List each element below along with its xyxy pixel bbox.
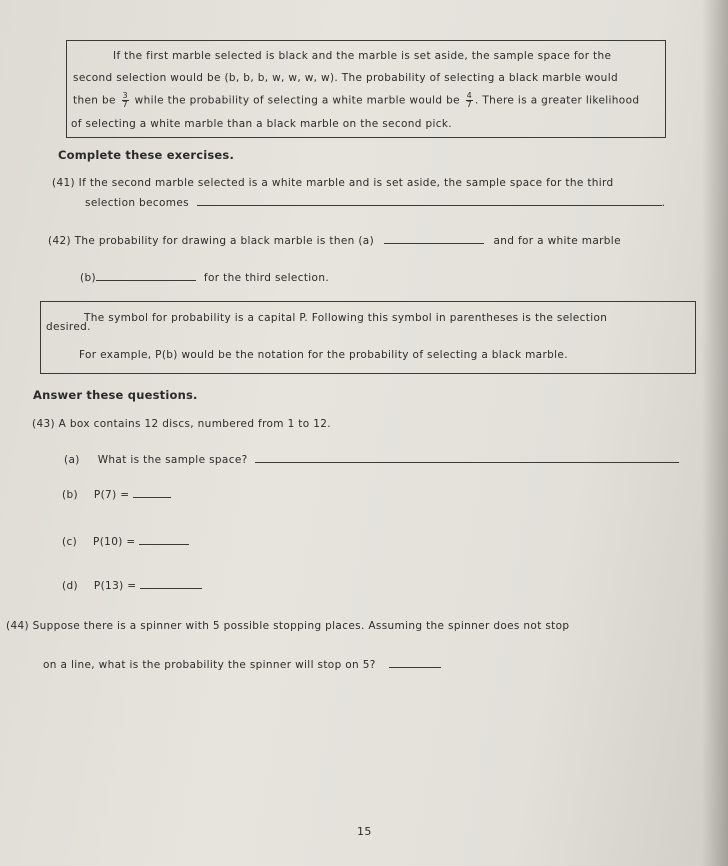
q43d-answer-blank[interactable] <box>140 588 202 589</box>
note-line-3: then be $\frac{3}{7}$ while the probability of selecting a white marble would be $\frac{4}{7}$ . There is a greater likelihood <box>73 91 640 109</box>
question-44-line-1: (44) Suppose there is a spinner with 5 possible stopping places. Assuming the spinner does not stop <box>6 620 570 632</box>
question-43: (43) A box contains 12 discs, numbered from 1 to 12. <box>32 418 331 430</box>
symbol-note-line-3: For example, P(b) would be the notation for the probability of selecting a black marble. <box>79 349 568 361</box>
question-43c: (c) P(10) = <box>62 536 189 548</box>
q41-answer-blank[interactable] <box>197 205 662 206</box>
section-heading-questions: Answer these questions. <box>33 388 198 402</box>
q43a-answer-blank[interactable] <box>255 462 679 463</box>
question-42-line-2: (b) for the third selection. <box>80 272 330 284</box>
question-41-line-2: selection becomes . <box>85 197 666 209</box>
question-43b: (b) P(7) = <box>62 489 171 501</box>
q42a-answer-blank[interactable] <box>384 243 484 244</box>
q44-answer-blank[interactable] <box>389 667 441 668</box>
fraction-white: $\frac{4}{7}$ <box>466 91 473 109</box>
question-42-line-1: (42) The probability for drawing a black marble is then (a) and for a white marble <box>48 235 621 247</box>
note-line-4: of selecting a white marble than a black marble on the second pick. <box>71 118 452 130</box>
question-41-line-1: (41) If the second marble selected is a white marble and is set aside, the sample space for the third <box>52 177 614 189</box>
question-43d: (d) P(13) = <box>62 580 202 592</box>
symbol-note-line-1: The symbol for probability is a capital P. Following this symbol in parentheses is the selection <box>84 312 608 324</box>
question-43a: (a) What is the sample space? <box>64 454 679 466</box>
question-44-line-2: on a line, what is the probability the spinner will stop on 5? <box>43 659 441 671</box>
q43c-answer-blank[interactable] <box>139 544 189 545</box>
page-shadow-edge <box>702 0 728 866</box>
page-number: 15 <box>357 825 372 838</box>
q43b-answer-blank[interactable] <box>133 497 171 498</box>
note-line-1: If the first marble selected is black and the marble is set aside, the sample space for the <box>113 50 612 62</box>
note-line-2: second selection would be (b, b, b, w, w, w, w). The probability of selecting a black marble would <box>73 72 618 84</box>
symbol-note-line-2: desired. <box>46 321 91 333</box>
fraction-black: $\frac{3}{7}$ <box>122 91 128 109</box>
section-heading-exercises: Complete these exercises. <box>58 148 235 162</box>
q42b-answer-blank[interactable] <box>96 280 196 281</box>
